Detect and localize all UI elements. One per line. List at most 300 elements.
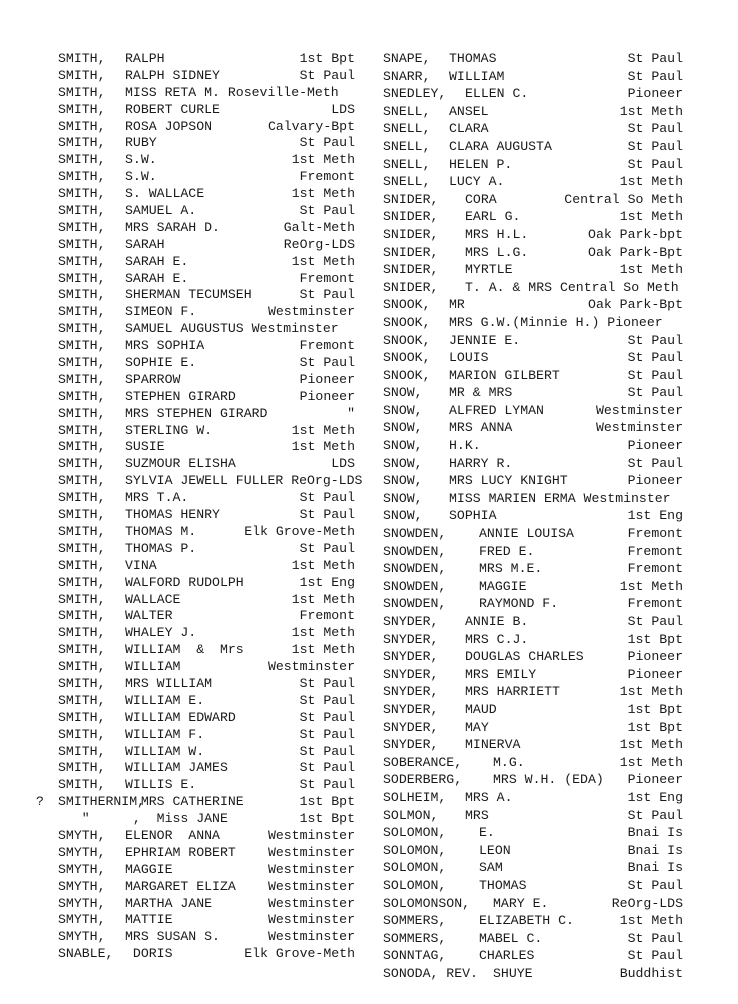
entry-surname: SMITHERNIM, [58,794,146,810]
right-column [383,50,683,982]
entry-surname: SNARR, [383,68,431,84]
entry-given-name: WILLIAM F. [125,726,205,742]
entry-given-name: THOMAS P. [125,540,197,556]
entry-surname: SMITH, [58,743,106,759]
directory-entry [383,666,683,684]
entry-given-name: JENNIE E. [449,332,521,348]
entry-church: Pioneer [627,438,683,454]
directory-entry [383,613,683,631]
entry-church: Calvary-Bpt [267,118,355,134]
entry-church: St Paul [627,807,683,823]
entry-surname: SMITH, [58,709,106,725]
entry-church: St Paul [299,726,355,742]
entry-church: 1st Bpt [299,51,355,66]
entry-church: St Paul [299,777,355,793]
left-column [36,50,375,962]
entry-church: St Paul [299,67,355,83]
entry-given-name: MRS LUCY KNIGHT [449,473,568,489]
entry-surname: SNOWDEN, [383,526,447,542]
entry-church: St Paul [627,614,683,629]
directory-entry [383,208,683,226]
entry-church: St Paul [627,877,683,893]
entry-church: Westminster [595,402,683,418]
directory-entry [383,472,683,490]
directory-entry [40,506,375,523]
entry-surname: SMYTH, [58,912,106,928]
directory-entry [383,719,683,737]
entry-given-name: RALPH SIDNEY [125,67,220,83]
entry-surname: SMITH, [58,203,106,219]
directory-entry [40,641,375,658]
entry-church: 1st Meth [291,439,355,455]
entry-surname: SMYTH, [58,878,106,894]
entry-church: Pioneer [627,772,683,788]
entry-church: St Paul [627,367,683,383]
entry-surname: SMITH, [58,507,106,523]
entry-given-name: SARAH E. [125,270,189,286]
entry-church: St Paul [299,540,355,556]
entry-surname: SMITH, [58,760,106,776]
directory-entry [40,472,375,489]
directory-entry [36,793,375,810]
question-mark: ? [36,794,44,810]
entry-church: 1st Meth [619,913,683,929]
entry-church: LDS [331,456,355,472]
entry-given-name: STERLING W. [125,422,213,438]
entry-surname: SMITH, [58,67,106,83]
entry-given-name: ANSEL [449,103,489,119]
entry-surname: SNOWDEN, [383,561,447,577]
entry-church: Westminster [267,912,355,928]
directory-entry [383,437,683,455]
entry-church: St Paul [299,675,355,691]
entry-given-name: MRS C.J. [465,631,529,647]
entry-given-name: SIMEON F. [125,304,197,320]
directory-entry [40,337,375,354]
entry-surname: SMITH, [58,405,106,421]
entry-surname: SMITH, [58,135,106,151]
entry-given-name: MRS CATHERINE [125,794,244,810]
entry-church: St Paul [299,355,355,371]
entry-given-name: MARION GILBERT [449,367,560,383]
entry-surname: SNYDER, [383,649,439,665]
directory-entry [383,296,683,314]
directory-entry [383,525,683,543]
entry-surname: SNOOK, [383,332,431,348]
directory-entry [383,279,683,297]
entry-given-name: WILLIS E. [125,777,197,793]
entry-church: Central So Meth [564,191,683,207]
entry-given-name: MRS L.G. [465,244,529,260]
entry-church: Westminster [267,844,355,860]
entry-given-name: MAGGIE [125,861,173,877]
entry-given-name: S.W. [125,169,157,185]
directory-entry [383,947,683,965]
entry-given-name: MAGGIE [479,578,527,594]
entry-church: Bnai Is [627,825,683,841]
entry-given-name: MINERVA [465,737,521,753]
entry-surname: SMITH, [58,422,106,438]
directory-entry [40,607,375,624]
directory-entry [40,895,375,912]
entry-given-name: VINA [125,557,157,573]
entry-given-name: MAUD [465,701,497,717]
directory-entry [40,624,375,641]
entry-surname: SNYDER, [383,666,439,682]
directory-entry [383,367,683,385]
entry-given-name: MRS A. [465,789,513,805]
entry-given-name: WILLIAM W. [125,743,205,759]
entry-surname: SNIDER, [383,262,439,278]
entry-given-name: CHARLES [479,948,535,964]
directory-entry [40,118,375,135]
entry-given-name: WALFORD RUDOLPH [125,574,244,590]
entry-surname: SMITH, [58,642,106,658]
entry-given-name: MRS WILLIAM [125,675,213,691]
entry-surname: SMITH, [58,304,106,320]
directory-entry [383,807,683,825]
entry-given-name: WILLIAM EDWARD [125,709,236,725]
entry-church: 1st Meth [291,422,355,438]
directory-entry [383,771,683,789]
entry-surname: SMITH, [58,692,106,708]
entry-surname: SMITH, [58,101,106,117]
entry-given-name: THOMAS [479,877,527,893]
entry-church: Oak Park-Bpt [588,297,683,313]
directory-entry [40,692,375,709]
entry-church: St Paul [299,743,355,759]
entry-surname: SMITH, [58,557,106,573]
entry-church: Oak Park-bpt [588,226,683,242]
entry-surname: SMITH, [58,608,106,624]
directory-entry [383,560,683,578]
directory-entry [40,844,375,861]
entry-church: St Paul [627,138,683,154]
entry-given-name: SAM [479,860,503,876]
directory-entry [40,388,375,405]
entry-surname: SMITH, [58,675,106,691]
entry-given-name: CLARA AUGUSTA [449,138,552,154]
entry-surname: SMITH, [58,186,106,202]
entry-given-name: MR & MRS [449,385,513,401]
entry-surname: SOLOMON, [383,842,447,858]
entry-given-name: LOUIS [449,350,489,366]
entry-given-name: SARAH [125,236,165,252]
entry-surname: SNOOK, [383,297,431,313]
entry-church: 1st Bpt [299,794,355,810]
entry-given-name: ANNIE B. [465,614,529,629]
directory-entry [383,895,683,913]
entry-given-name: RAYMOND F. [479,596,559,612]
directory-entry [40,574,375,591]
directory-entry [40,438,375,455]
entry-given-name: ROSA JOPSON [125,118,213,134]
entry-surname: SOLMON, [383,807,439,823]
entry-church: Westminster [267,861,355,877]
entry-given-name: LUCY A. [449,174,505,190]
entry-surname: SMITH, [58,355,106,371]
entry-church: Fremont [627,543,683,559]
entry-given-name: ELLEN C. [465,86,529,102]
entry-given-name: THOMAS HENRY [125,507,220,523]
entry-church: St Paul [627,930,683,946]
directory-entry [383,120,683,138]
entry-given-name: ANNIE LOUISA [479,526,574,542]
entry-given-name: MRS SUSAN S. [125,929,220,945]
entry-given-name: ELIZABETH C. [479,913,574,929]
entry-surname: SMITH, [58,287,106,303]
entry-surname: SOBERANCE, [383,754,463,770]
entry-surname: SONNTAG, [383,948,447,964]
entry-given-name: ELENOR ANNA [125,827,220,843]
directory-entry [383,226,683,244]
directory-entry [40,236,375,253]
directory-entry [383,68,683,86]
entry-church: St Paul [299,692,355,708]
entry-surname: " [58,811,90,827]
entry-given-name: H.K. [449,438,481,454]
directory-entry [40,101,375,118]
entry-surname: SNOW, [383,490,423,506]
entry-given-name: EPHRIAM ROBERT [125,844,236,860]
directory-entry [383,701,683,719]
entry-church: 1st Meth [619,174,683,190]
entry-surname: SMITH, [58,456,106,472]
entry-given-name: S. WALLACE [125,186,205,202]
entry-given-name: RUBY [125,135,157,151]
entry-church: 1st Meth [619,262,683,278]
directory-entry [383,631,683,649]
directory-entry [383,754,683,772]
entry-church: LDS [331,101,355,117]
entry-given-name: ALFRED LYMAN [449,402,544,418]
directory-entry [383,402,683,420]
entry-church: St Paul [627,68,683,84]
entry-surname: SMITH, [58,321,106,337]
entry-given-name: CLARA [449,121,489,137]
directory-entry [40,219,375,236]
directory-entry [40,489,375,506]
directory-entry [40,303,375,320]
directory-entry [40,422,375,439]
entry-church: ReOrg-LDS [283,236,355,252]
directory-entry [40,134,375,151]
directory-entry [40,709,375,726]
entry-surname: SOLHEIM, [383,789,447,805]
entry-church: Pioneer [627,649,683,665]
entry-surname: SMYTH, [58,929,106,945]
entry-church: 1st Meth [291,642,355,658]
entry-given-name: MARGARET ELIZA [125,878,236,894]
entry-given-name: RALPH [125,51,165,66]
entry-surname: SOMMERS, [383,913,447,929]
directory-entry [383,314,683,332]
entry-given-name: SARAH E. [125,253,189,269]
directory-entry [40,523,375,540]
entry-given-name: ROBERT CURLE [125,101,220,117]
entry-given-name: MARY E. [493,895,549,911]
directory-entry [40,827,375,844]
entry-surname: SNYDER, [383,684,439,700]
entry-surname: SNOOK, [383,350,431,366]
entry-given-name: MRS M.E. [479,561,543,577]
entry-church: Westminster [267,304,355,320]
entry-given-name: SAMUEL AUGUSTUS Westminster [125,321,339,337]
entry-church: Fremont [299,169,355,185]
entry-surname: SNIDER, [383,209,439,225]
entry-given-name: MRS SARAH D. [125,219,220,235]
entry-given-name: THOMAS [449,51,497,66]
entry-surname: SMYTH, [58,844,106,860]
entry-surname: SNYDER, [383,701,439,717]
directory-entry [383,455,683,473]
entry-church: St Paul [299,287,355,303]
directory-entry [40,726,375,743]
entry-church: St Paul [299,203,355,219]
directory-entry [40,168,375,185]
entry-surname: SMITH, [58,574,106,590]
entry-church: 1st Bpt [627,701,683,717]
directory-entry [40,202,375,219]
directory-entry [383,261,683,279]
entry-church: 1st Eng [627,508,683,524]
entry-church: Pioneer [299,371,355,387]
directory-entry [40,151,375,168]
entry-surname: SMYTH, [58,861,106,877]
entry-surname: SNIDER, [383,279,439,295]
entry-church: Buddhist [619,965,683,981]
directory-entry [40,540,375,557]
entry-given-name: SOPHIA [449,508,497,524]
entry-church: St Paul [627,156,683,172]
entry-surname: SNOW, [383,420,423,436]
entry-given-name: MRS STEPHEN GIRARD [125,405,268,421]
entry-church: St Paul [627,455,683,471]
entry-surname: SNOW, [383,508,423,524]
entry-given-name: MISS RETA M. Roseville-Meth [125,84,339,100]
entry-given-name: MRS EMILY [465,666,537,682]
directory-entry [40,270,375,287]
entry-surname: SNAPE, [383,51,431,66]
directory-entry [40,810,375,827]
entry-church: Pioneer [627,666,683,682]
entry-given-name: STEPHEN GIRARD [125,388,236,404]
entry-surname: SNOW, [383,402,423,418]
directory-entry [40,861,375,878]
entry-surname: SMITH, [58,726,106,742]
entry-church: Westminster [267,878,355,894]
directory-entry [40,675,375,692]
entry-church: Pioneer [627,473,683,489]
entry-church: St Paul [299,507,355,523]
entry-church: Westminster [267,929,355,945]
entry-church: 1st Meth [619,209,683,225]
entry-given-name: MRS T.A. [125,490,189,506]
entry-given-name: MARTHA JANE [125,895,213,911]
entry-given-name: SUSIE [125,439,165,455]
entry-given-name: THOMAS M. [125,523,197,539]
entry-church: 1st Meth [619,754,683,770]
entry-church: Oak Park-Bpt [588,244,683,260]
entry-surname: SNABLE, [58,946,114,962]
entry-surname: SNOOK, [383,314,431,330]
entry-surname: SNIDER, [383,244,439,260]
entry-church: St Paul [627,332,683,348]
directory-entry [383,384,683,402]
entry-given-name: EARL G. [465,209,521,225]
entry-given-name: , Miss JANE [125,811,228,827]
entry-church: 1st Meth [291,186,355,202]
entry-surname: SNYDER, [383,719,439,735]
entry-surname: SMITH, [58,540,106,556]
entry-church: 1st Meth [291,591,355,607]
entry-church: St Paul [299,709,355,725]
entry-given-name: WALTER [125,608,173,624]
entry-church: Elk Grove-Meth [244,523,355,539]
directory-entry [383,507,683,525]
entry-surname: SMYTH, [58,895,106,911]
entry-given-name: WHALEY J. [125,625,197,641]
entry-given-name: MYRTLE [465,262,513,278]
entry-given-name: HELEN P. [449,156,513,172]
entry-given-name: WILLIAM & Mrs [125,642,244,658]
directory-entry [383,965,683,983]
entry-church: St Paul [627,350,683,366]
entry-given-name: MRS W.H. (EDA) [493,772,604,788]
directory-entry [40,405,375,422]
entry-surname: SMITH, [58,236,106,252]
entry-surname: SNIDER, [383,226,439,242]
directory-entry [383,50,683,68]
directory-entry [40,911,375,928]
entry-church: Fremont [299,608,355,624]
entry-church: ReOrg-LDS [611,895,683,911]
entry-church: 1st Meth [619,737,683,753]
entry-given-name: MRS H.L. [465,226,529,242]
entry-given-name: SUZMOUR ELISHA [125,456,236,472]
directory-entry [40,286,375,303]
entry-surname: SNOWDEN, [383,596,447,612]
entry-surname: SOLOMON, [383,877,447,893]
entry-surname: SMITH, [58,253,106,269]
directory-entry [383,419,683,437]
entry-given-name: SAMUEL A. [125,203,197,219]
directory-entry [383,173,683,191]
entry-given-name: WALLACE [125,591,181,607]
entry-given-name: M.G. [493,754,525,770]
directory-entry [40,658,375,675]
entry-surname: SNYDER, [383,614,439,629]
entry-surname: SOMMERS, [383,930,447,946]
entry-given-name: MRS [465,807,489,823]
entry-surname: SOLOMONSON, [383,895,471,911]
entry-surname: SMITH, [58,490,106,506]
entry-given-name: MABEL C. [479,930,543,946]
entry-given-name: SPARROW [125,371,181,387]
directory-entry [383,332,683,350]
entry-church: 1st Eng [299,574,355,590]
entry-given-name: FRED E. [479,543,535,559]
entry-church: Bnai Is [627,842,683,858]
directory-entry [40,50,375,67]
entry-given-name: MR [449,297,465,313]
entry-church: St Paul [627,121,683,137]
directory-entry [40,878,375,895]
entry-church: Pioneer [627,86,683,102]
directory-entry [383,648,683,666]
entry-church: 1st Meth [291,557,355,573]
entry-surname: SNOOK, [383,367,431,383]
